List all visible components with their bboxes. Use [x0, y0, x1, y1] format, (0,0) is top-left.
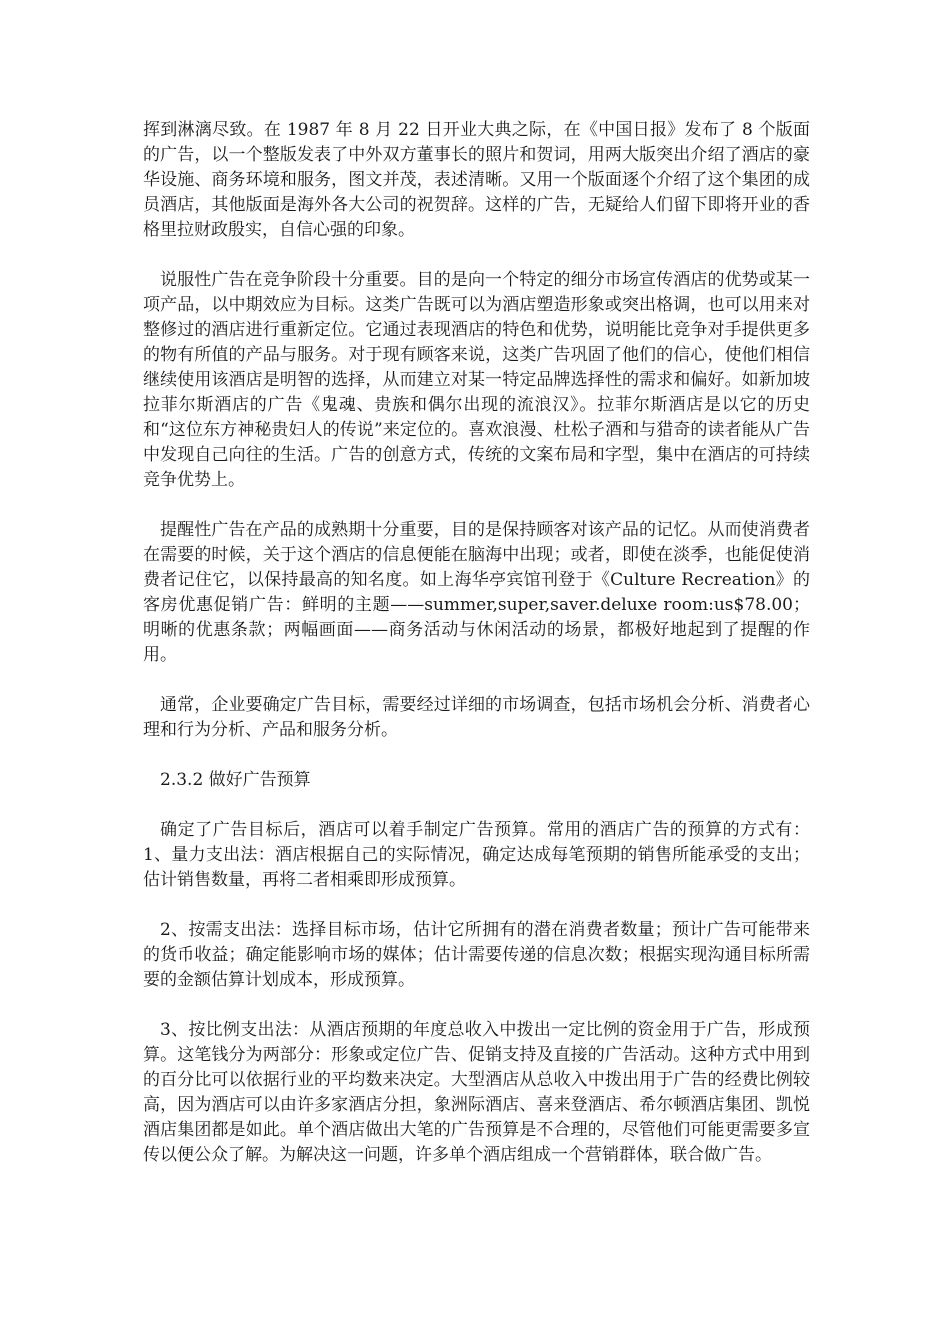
paragraph-budget-method-3: 3、按比例支出法：从酒店预期的年度总收入中拨出一定比例的资金用于广告，形成预算。这笔钱分为两部分：形象或定位广告、促销支持及直接的广告活动。这种方式中用到的百分比可以依据行业的平均数来决定。大型酒店从总收入中拨出用于广告的经费比例较高，因为酒店可以由许多家酒店分担，象洲际酒店、喜来登酒店、希尔顿酒店集团、凯悦酒店集团都是如此。单个酒店做出大笔的广告预算是不合理的，尽管他们可能更需要多宣传以便公众了解。为解决这一问题，许多单个酒店组成一个营销群体，联合做广告。 [143, 1020, 810, 1165]
paragraph-shangri-la-ad: 挥到淋漓尽致。在 1987 年 8 月 22 日开业大典之际，在《中国日报》发布了 8 个版面的广告，以一个整版发表了中外双方董事长的照片和贺词，用两大版突出介绍了酒店的豪华设施、商务环境和服务，图文并茂，表述清晰。又用一个版面逐个介绍了这个集团的成员酒店，其他版面是海外各大公司的祝贺辞。这样的广告，无疑给人们留下即将开业的香格里拉财政殷实，自信心强的印象。 [143, 120, 810, 240]
paragraph-reminder-ad: 提醒性广告在产品的成熟期十分重要，目的是保持顾客对该产品的记忆。从而使消费者在需要的时候，关于这个酒店的信息便能在脑海中出现；或者，即使在淡季，也能促使消费者记住它，以保持最高的知名度。如上海华亭宾馆刊登于《Culture Recreation》的客房优惠促销广告：鲜明的主题——summer,super,saver.deluxe room:us$78.00；明晰的优惠条款；两幅画面——商务活动与休闲活动的场景，都极好地起到了提醒的作用。 [143, 520, 810, 665]
paragraph-budget-method-1: 确定了广告目标后，酒店可以着手制定广告预算。常用的酒店广告的预算的方式有： 1、量力支出法：酒店根据自己的实际情况，确定达成每笔预期的销售所能承受的支出；估计销售数量，再将二者相乘即形成预算。 [143, 820, 810, 890]
section-heading-ad-budget: 2.3.2 做好广告预算 [160, 770, 311, 790]
paragraph-persuasive-ad: 说服性广告在竞争阶段十分重要。目的是向一个特定的细分市场宣传酒店的优势或某一项产品，以中期效应为目标。这类广告既可以为酒店塑造形象或突出格调，也可以用来对整修过的酒店进行重新定位。它通过表现酒店的特色和优势，说明能比竞争对手提供更多的物有所值的产品与服务。对于现有顾客来说，这类广告巩固了他们的信心，使他们相信继续使用该酒店是明智的选择，从而建立对某一特定品牌选择性的需求和偏好。如新加坡拉菲尔斯酒店的广告《鬼魂、贵族和偶尔出现的流浪汉》。拉菲尔斯酒店是以它的历史和“这位东方神秘贵妇人的传说”来定位的。喜欢浪漫、杜松子酒和与猎奇的读者能从广告中发现自己向往的生活。广告的创意方式，传统的文案布局和字型，集中在酒店的可持续竞争优势上。 [143, 270, 810, 490]
paragraph-ad-objective: 通常，企业要确定广告目标，需要经过详细的市场调查，包括市场机会分析、消费者心理和行为分析、产品和服务分析。 [143, 695, 810, 740]
paragraph-budget-method-2: 2、按需支出法：选择目标市场，估计它所拥有的潜在消费者数量；预计广告可能带来的货币收益；确定能影响市场的媒体；估计需要传递的信息次数；根据实现沟通目标所需要的金额估算计划成本，形成预算。 [143, 920, 810, 990]
document-page [143, 118, 810, 1193]
